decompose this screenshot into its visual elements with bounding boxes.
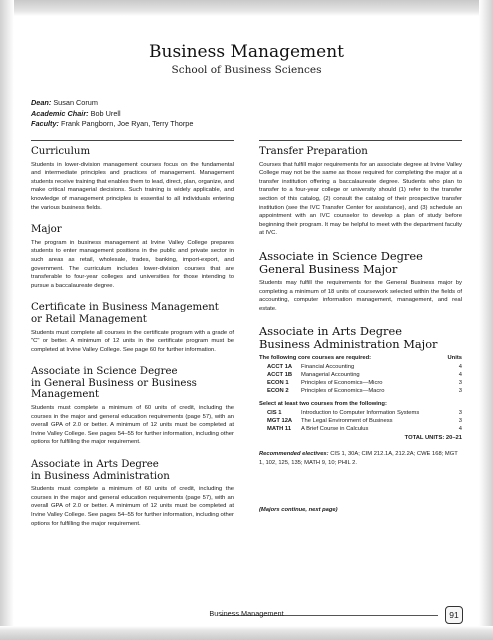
- page-number: 91: [445, 606, 463, 624]
- course-code: ECON 1: [267, 379, 289, 386]
- course-code: MGT 12A: [267, 417, 293, 424]
- staff-label: Dean:: [31, 98, 52, 107]
- course-row: [259, 409, 462, 417]
- select-courses-header: [259, 400, 462, 408]
- section-heading-major: Major: [31, 224, 62, 236]
- staff-value: Bob Urell: [90, 108, 121, 118]
- section-heading-as-degree: [31, 366, 234, 401]
- left-column: [31, 140, 234, 540]
- course-row: [259, 379, 462, 387]
- section-body-certificate: Students must complete all courses in the certificate program with a grade of "C" or better. A minimum of 12 units in the certificate program must be completed at Irvine Valley College. See page 60 for further information.: [31, 329, 234, 353]
- section-body-major: The program in business management at Irvine Valley College prepares students to enter management positions in the public and private sector in such areas as retail, wholesale, trades, banking, import-export, and government. The curriculum includes lower-division courses that are transferable to four-year colleges and universities for those intending to pursue a baccalaureate degree.: [31, 239, 234, 289]
- right-column: [259, 140, 462, 513]
- heading-line: Associate in Science Degree: [259, 248, 423, 263]
- page-frame-left: [0, 0, 14, 640]
- course-code: ECON 2: [267, 388, 289, 395]
- section-body-curriculum: Students in lower-division management courses focus on the fundamental and intermediate principles and practices of management. Management students receive training that enables them to lead, direct, plan, organize, and make critical managerial decisions. Such training is widely applicable, and knowledge of management principles is essential to all individuals entering the various business fields.: [31, 161, 234, 211]
- core-courses-header: [259, 354, 462, 362]
- staff-row-faculty: [31, 119, 193, 130]
- section-heading-aa-degree: [31, 459, 234, 482]
- section-body-as-general: Students may fulfill the requirements for the General Business major by completing a minimum of 18 units of coursework selected within the fields of accounting, computer information management, management, and real estate.: [259, 279, 462, 312]
- course-row: [259, 417, 462, 425]
- course-name: Introduction to Computer Information Systems: [301, 409, 420, 416]
- column-rule: [259, 140, 462, 141]
- course-name: A Brief Course in Calculus: [301, 425, 369, 432]
- course-code: ACCT 1B: [267, 371, 293, 378]
- section-heading-aa-admin: [259, 325, 462, 351]
- heading-line: Associate in Arts Degree: [259, 324, 402, 339]
- staff-label: Faculty:: [31, 119, 59, 129]
- heading-line: Associate in Science Degree: [31, 366, 178, 378]
- course-name: Financial Accounting: [301, 363, 355, 370]
- continued-note: (Majors continue, next page): [259, 506, 338, 513]
- course-units: 3: [458, 409, 462, 416]
- staff-value: Susan Corum: [53, 98, 98, 107]
- section-heading-as-general: [259, 250, 462, 276]
- recommended-text: CIS 1, 30A; CIM 212.1A, 212.2A; CWE 168; MGT 1, 102, 125, 135; MATH 9, 10; PHIL 2.: [259, 451, 458, 466]
- core-courses-label: The following core courses are required:: [259, 355, 372, 362]
- course-list: [259, 354, 462, 442]
- heading-line: Business Administration Major: [259, 337, 438, 352]
- course-name: Managerial Accounting: [301, 371, 360, 378]
- column-rule: [31, 140, 234, 141]
- page-frame-top: [0, 0, 493, 16]
- course-code: CIS 1: [267, 409, 282, 416]
- section-body-as-degree: Students must complete a minimum of 60 units of credit, including the courses in the major and general education requirements (page 57), with an overall GPA of 2.0 or better. A minimum of 12 units must be completed at Irvine Valley College. See pages 54–55 for further information, including other options for fulfilling the major requirement.: [31, 405, 234, 446]
- staff-label: Academic Chair:: [31, 108, 89, 118]
- page-title: Business Management: [149, 42, 344, 62]
- heading-line: Certificate in Business Management: [31, 302, 219, 314]
- course-units: 4: [458, 425, 462, 432]
- course-row: [259, 371, 462, 379]
- select-courses-label: Select at least two courses from the following:: [259, 401, 387, 408]
- heading-line: Associate in Arts Degree: [31, 459, 159, 471]
- course-name: The Legal Environment of Business: [301, 417, 393, 424]
- section-heading-transfer: Transfer Preparation: [259, 146, 368, 157]
- course-name: Principles of Economics—Micro: [301, 379, 383, 386]
- heading-line: or Retail Management: [31, 313, 147, 325]
- course-units: 4: [458, 363, 462, 370]
- course-row: [259, 363, 462, 371]
- units-column-label: Units: [447, 355, 462, 362]
- course-row: [259, 387, 462, 395]
- section-heading-certificate: [31, 302, 234, 325]
- heading-line: General Business Major: [259, 261, 398, 276]
- page-subtitle: School of Business Sciences: [171, 64, 322, 76]
- course-name: Principles of Economics—Macro: [301, 388, 385, 395]
- footer-label: Business Management: [209, 609, 284, 618]
- course-code: ACCT 1A: [267, 363, 293, 370]
- recommended-electives: [259, 450, 462, 466]
- page-frame-right: [479, 0, 493, 640]
- recommended-label: Recommended electives:: [259, 451, 329, 458]
- course-units: 3: [458, 388, 462, 395]
- heading-line: in Business Administration: [31, 470, 170, 482]
- heading-line: in General Business or Business Management: [31, 377, 197, 401]
- total-units: TOTAL UNITS: 20–21: [404, 435, 462, 442]
- staff-row-chair: [31, 109, 193, 120]
- course-units: 3: [458, 379, 462, 386]
- course-code: MATH 11: [267, 425, 292, 432]
- course-row: [259, 425, 462, 433]
- course-units: 4: [458, 371, 462, 378]
- section-heading-curriculum: Curriculum: [31, 146, 91, 157]
- staff-value: Frank Pangborn, Joe Ryan, Terry Thorpe: [61, 119, 194, 129]
- section-body-aa-degree: Students must complete a minimum of 60 units of credit, including the courses in the major and general education requirements (page 57), with an overall GPA of 2.0 or better. A minimum of 12 units must be completed at Irvine Valley College. See pages 54–55 for further information, including other options for fulfilling the major requirement.: [31, 486, 234, 527]
- page-frame-bottom: [0, 626, 493, 640]
- course-units: 3: [458, 417, 462, 424]
- staff-row-dean: [31, 98, 193, 109]
- staff-block: [31, 98, 193, 130]
- section-body-transfer: Courses that fulfill major requirements for an associate degree at Irvine Valley College may not be the same as those required for completing the major at a transfer institution offering a baccalaureate degree. Students who plan to transfer to a four-year college or university should (1) refer to the transfer section of this catalog, (2) consult the catalog of their prospective transfer institution (see the IVC Transfer Center for assistance), and (3) schedule an appointment with an IVC counselor to develop a plan of study before beginning their program. It may be helpful to meet with the department faculty at IVC.: [259, 161, 462, 237]
